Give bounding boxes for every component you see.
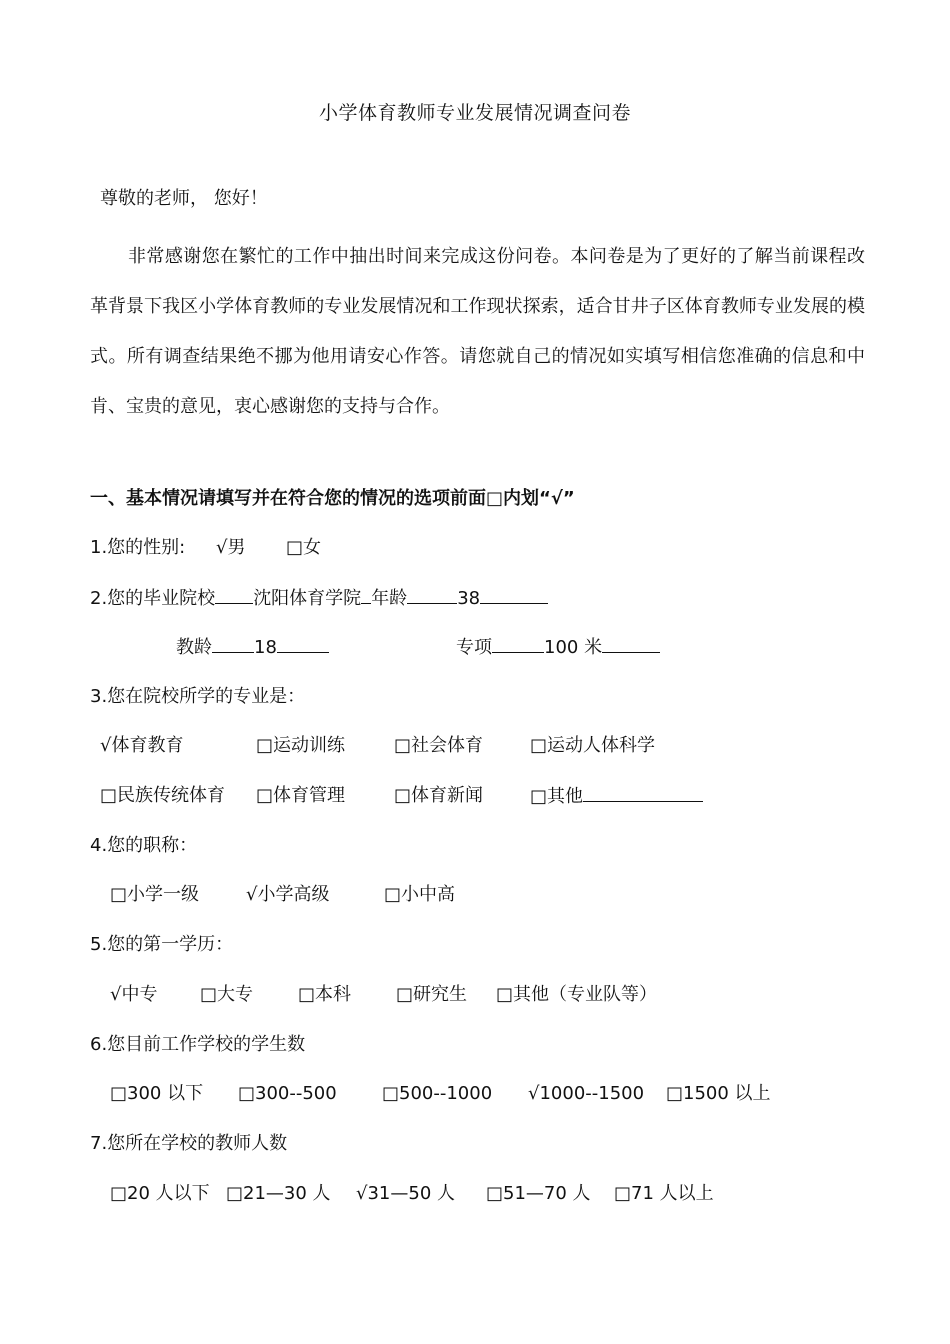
option-primary-middle-senior[interactable]: □小中高 [384,884,456,905]
question-teacher-count-label: 7.您所在学校的教师人数 [90,1133,288,1154]
age-value[interactable]: 38 [457,588,481,609]
option-teachers-under-20[interactable]: □20 人以下 [110,1183,210,1204]
question-school-label: 2.您的毕业院校 [90,588,216,609]
blank-underline [361,585,371,604]
school-value[interactable]: 沈阳体育学院 [253,588,362,609]
option-male-checked[interactable]: √男 [216,537,246,558]
option-students-500-1000[interactable]: □500--1000 [382,1083,493,1104]
option-female[interactable]: □女 [286,537,322,558]
age-label: 年龄 [371,588,408,609]
option-sports-journalism[interactable]: □体育新闻 [394,785,484,806]
option-other-education[interactable]: □其他（专业队等） [496,984,658,1005]
section-heading-basic-info: 一、基本情况请填写并在符合您的情况的选项前面□内划“√” [90,488,575,509]
option-social-sports[interactable]: □社会体育 [394,735,484,756]
option-sports-management[interactable]: □体育管理 [256,785,346,806]
option-traditional-sports[interactable]: □民族传统体育 [100,785,226,806]
option-primary-level1[interactable]: □小学一级 [110,884,200,905]
option-students-300-500[interactable]: □300--500 [238,1083,337,1104]
specialty-label: 专项 [456,637,492,658]
blank-underline [277,634,329,653]
option-primary-senior-checked[interactable]: √小学高级 [246,884,330,905]
option-bachelor[interactable]: □本科 [298,984,352,1005]
option-junior-college[interactable]: □大专 [200,984,254,1005]
blank-underline [602,634,660,653]
option-teachers-31-50-checked[interactable]: √31—50 人 [356,1183,455,1204]
option-human-sports-science[interactable]: □运动人体科学 [530,735,656,756]
question-major-label: 3.您在院校所学的专业是： [90,686,306,707]
option-teachers-21-30[interactable]: □21—30 人 [226,1183,331,1204]
option-students-1000-1500-checked[interactable]: √1000--1500 [528,1083,645,1104]
question-student-count-label: 6.您目前工作学校的学生数 [90,1034,306,1055]
blank-underline [215,585,253,604]
option-pe-education-checked[interactable]: √体育教育 [100,735,184,756]
specialty-value[interactable]: 100 米 [544,637,603,658]
option-graduate[interactable]: □研究生 [396,984,468,1005]
blank-underline [492,634,544,653]
option-other-label: □其他 [530,786,584,807]
greeting: 尊敬的老师， 您好！ [100,188,268,209]
page-title: 小学体育教师专业发展情况调查问卷 [318,102,631,124]
teaching-years-value[interactable]: 18 [254,637,277,658]
blank-underline [480,585,548,604]
option-teachers-51-70[interactable]: □51—70 人 [486,1183,591,1204]
question-teaching-years-row [176,634,329,661]
option-students-under-300[interactable]: □300 以下 [110,1083,204,1104]
option-teachers-over-71[interactable]: □71 人以上 [614,1183,714,1204]
option-other-major[interactable] [530,783,703,810]
option-students-over-1500[interactable]: □1500 以上 [666,1083,771,1104]
question-specialty-row [456,634,660,661]
question-gender-label: 1.您的性别: [90,537,186,558]
teaching-years-label: 教龄 [176,637,212,658]
blank-underline [407,585,457,604]
blank-underline [583,783,703,802]
intro-paragraph: 非常感谢您在繁忙的工作中抽出时间来完成这份问卷。本问卷是为了更好的了解当前课程改革背景下我区小学体育教师的专业发展情况和工作现状探索，适合甘井子区体育教师专业发展的模式。所有调查结果绝不挪为他用请安心作答。请您就自己的情况如实填写相信您准确的信息和中肯、宝贵的意见，衷心感谢您的支持与合作。 [90,246,865,417]
question-school-row [90,585,548,612]
blank-underline [212,634,254,653]
question-title-rank-label: 4.您的职称： [90,835,198,856]
option-sports-training[interactable]: □运动训练 [256,735,346,756]
question-education-label: 5.您的第一学历： [90,934,234,955]
option-secondary-school-checked[interactable]: √中专 [110,984,158,1005]
